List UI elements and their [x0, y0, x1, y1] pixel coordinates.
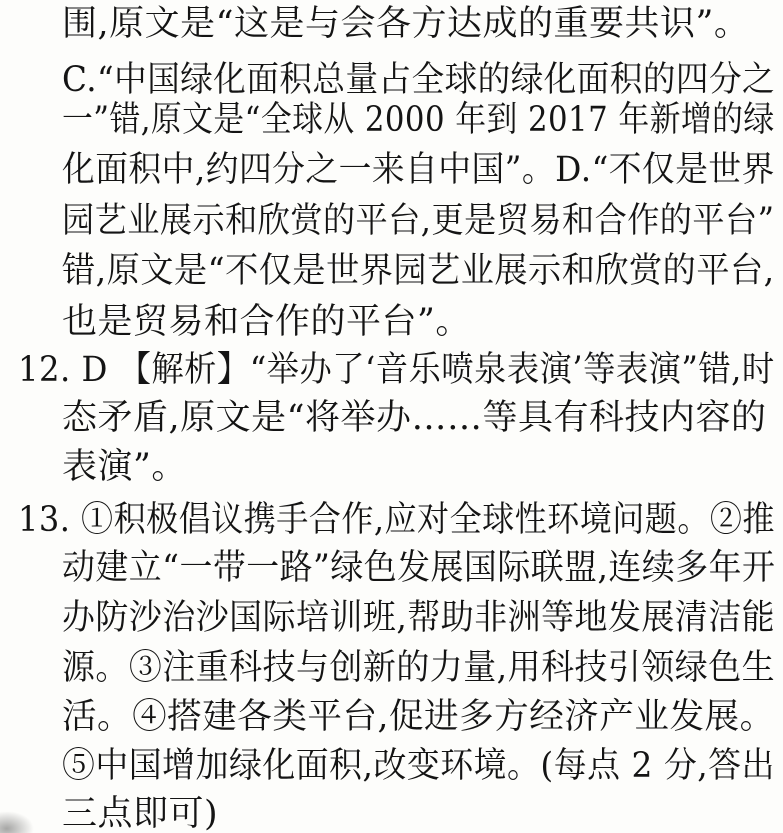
text-line: 办防沙治沙国际培训班,帮助非洲等地发展清洁能 [62, 598, 776, 638]
text-line: 一”错,原文是“全球从 2000 年到 2017 年新增的绿 [62, 100, 775, 140]
text-line: 化面积中,约四分之一来自中国”。D.“不仅是世界 [62, 150, 775, 190]
text-line: 三点即可) [62, 794, 219, 833]
text-line: 态矛盾,原文是“将举办……等具有科技内容的 [62, 398, 767, 438]
text-line: 表演”。 [62, 447, 187, 487]
text-line: C.“中国绿化面积总量占全球的绿化面积的四分之 [62, 60, 776, 100]
scan-stain [0, 811, 34, 833]
text-line: 错,原文是“不仅是世界园艺业展示和欣赏的平台, [62, 251, 775, 291]
text-line: 围,原文是“这是与会各方达成的重要共识”。 [62, 4, 750, 44]
text-line: 活。④搭建各类平台,促进多方经济产业发展。 [62, 697, 775, 737]
text-line: 动建立“一带一路”绿色发展国际联盟,连续多年开 [62, 548, 776, 588]
question-12-line: 12. D 【解析】“举办了‘音乐喷泉表演’等表演”错,时 [18, 350, 775, 390]
text-line: ⑤中国增加绿化面积,改变环境。(每点 2 分,答出 [62, 746, 775, 786]
text-line: 源。③注重科技与创新的力量,用科技引领绿色生 [62, 648, 776, 688]
question-13-line: 13. ①积极倡议携手合作,应对全球性环境问题。②推 [18, 500, 775, 540]
text-line: 也是贸易和合作的平台”。 [62, 302, 471, 342]
text-line: 园艺业展示和欣赏的平台,更是贸易和合作的平台” [62, 201, 775, 241]
